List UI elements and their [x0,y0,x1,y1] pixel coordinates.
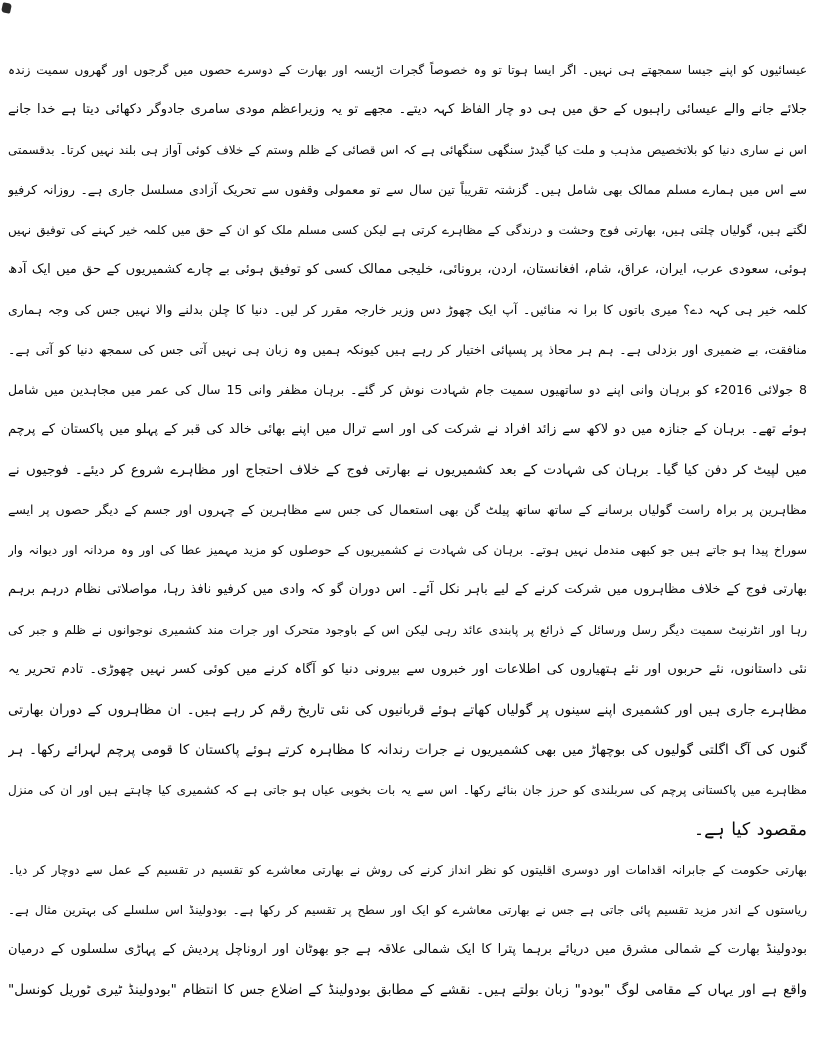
text-line: منافقت، بے ضمیری اور بزدلی ہے۔ ہم ہر محاذ پر پسپائی اختیار کر رہے ہیں کیونکہ ہمیں وہ زبان ہی نہیں آتی جس کی سمجھ دنیا کو آتی ہے۔ [8,342,807,357]
text-line: عیسائیوں کو اپنے جیسا سمجھتے ہی نہیں۔ اگر ایسا ہوتا تو وہ خصوصاً گجرات اڑیسہ اور بھارت کے دوسرے حصوں میں گرجوں اور گھروں سمیت زندہ [8,63,807,77]
text-line: مظاہرے جاری ہیں اور کشمیری اپنے سینوں پر گولیاں کھاتے ہوئے قربانیوں کی نئی تاریخ رقم کر رہے ہیں۔ ان مظاہروں کے دوران بھارتی [8,702,807,718]
text-line: 8 جولائی 2016ء کو برہان وانی اپنے دو ساتھیوں سمیت جام شہادت نوش کر گئے۔ برہان مظفر وانی 15 سال کی عمر میں مجاہدین میں شامل [8,382,807,397]
text-line: نئی داستانوں، نئے حربوں اور نئے ہتھیاروں کی اطلاعات اور خبروں سے بیرونی دنیا کو آگاہ کرنے میں کوئی کسر نہیں چھوڑی۔ تادم تحریر یہ [8,662,807,677]
text-line: سوراخ پیدا ہو جاتے ہیں جو کبھی مندمل نہیں ہوتے۔ برہان کی شہادت نے کشمیریوں کے حوصلوں کو مزید مہمیز عطا کی اور وہ مردانہ اور دیوانہ وار [8,543,807,557]
text-line: مظاہرین پر براہ راست گولیاں برسانے کے ساتھ ساتھ پیلٹ گن بھی استعمال کی جس سے مظاہرین کے چہروں اور جسم کے دیگر حصوں پر ایسے [8,502,807,517]
article-text-block [8,50,807,1010]
text-line: کلمہ خیر ہی کہہ دے؟ میری باتوں کا برا نہ منائیں۔ آپ ایک چھوڑ دس وزیر خارجہ مقرر کر لیں۔ دنیا کا چلن بدلنے والا نہیں جس کی وجہ ہماری [8,302,807,317]
text-line: ریاستوں کے اندر مزید تقسیم پائی جاتی ہے جس نے بھارتی معاشرے کو ایک اور سطح پر تقسیم کر رکھا ہے۔ بودولینڈ اس سلسلے کی بہترین مثال ہے۔ [8,903,807,917]
text-line: مقصود کیا ہے۔ [693,820,807,840]
text-line: واقع ہے اور یہاں کے مقامی لوگ "بودو" زبان بولتے ہیں۔ نقشے کے مطابق بودولینڈ کے اضلاع جس کا انتظام "بودولینڈ ٹیری ٹوریل کونسل" [8,982,807,998]
text-line: لگتے ہیں، گولیاں چلتی ہیں، بھارتی فوج وحشت و درندگی کے مظاہرے کرتی ہے لیکن کسی مسلم ملک کو ان کے حق میں کلمہ خیر کہنے کی توفیق نہیں [8,223,807,237]
text-line: گنوں کی آگ اگلتی گولیوں کی بوچھاڑ میں بھی کشمیریوں نے جرات رندانہ کا مظاہرہ کرتے ہوئے پاکستان کا قومی پرچم لہرائے رکھا۔ ہر [8,742,807,758]
text-line: میں لپیٹ کر دفن کیا گیا۔ برہان کی شہادت کے بعد کشمیریوں نے بھارتی فوج کے خلاف احتجاج اور مظاہرے شروع کر دیئے۔ فوجیوں نے [8,462,807,478]
text-line: مظاہرے میں پاکستانی پرچم کی سربلندی کو حرز جان بنائے رکھا۔ اس سے یہ بات بخوبی عیاں ہو جاتی ہے کہ کشمیری کیا چاہتے ہیں اور ان کی منزل [8,783,807,797]
corner-ink-mark [1,2,12,14]
text-line: بودولینڈ بھارت کے شمالی مشرق میں دریائے برہما پترا کا ایک شمالی علاقہ ہے جو بھوٹان اور اروناچل پردیش کے پہاڑی سلسلوں کے درمیان [8,942,807,957]
text-line: سے اس میں ہمارے مسلم ممالک بھی شامل ہیں۔ گزشتہ تقریباً تین سال سے تو معمولی وقفوں سے تحریک آزادی مسلسل جاری ہے۔ روزانہ کرفیو [8,182,807,197]
text-line: اس نے ساری دنیا کو بلاتخصیص مذہب و ملت کیا گیدڑ سنگھی سنگھائی ہے کہ اس قصائی کے ظلم وستم کے خلاف کوئی آواز ہی بلند نہیں کرتا۔ بدقسمتی [8,143,807,157]
text-line: بھارتی حکومت کے جابرانہ اقدامات اور دوسری اقلیتوں کو نظر انداز کرنے کی روش نے بھارتی معاشرے کو تقسیم در تقسیم کے عمل سے دوچار کر دیا۔ [8,863,807,877]
text-line: رہا اور انٹرنیٹ سمیت دیگر رسل ورسائل کے ذرائع پر پابندی عائد رہی لیکن اس کے باوجود متحرک اور جرات مند کشمیری نوجوانوں نے ظلم و جبر کی [8,623,807,637]
text-line: بھارتی فوج کے خلاف مظاہروں میں شرکت کرنے کے لیے باہر نکل آئے۔ اس دوران گو کہ وادی میں کرفیو نافذ رہا، مواصلاتی نظام درہم برہم [8,582,807,597]
text-line: جلائے جانے والے عیسائی راہبوں کے حق میں ہی دو چار الفاظ کہہ دیتے۔ مجھے تو یہ وزیراعظم مودی سامری جادوگر دکھائی دیتا ہے خدا جانے [8,102,807,117]
text-line: ہوئی، سعودی عرب، ایران، عراق، شام، افغانستان، اردن، برونائی، خلیجی ممالک کسی کو توفیق ہوئی بے چارے کشمیریوں کے حق میں ایک آدھ [8,262,807,277]
text-line: ہوئے تھے۔ برہان کے جنازہ میں دو لاکھ سے زائد افراد نے شرکت کی اور اسے ترال میں اپنے بھائی خالد کی قبر کے پہلو میں پاکستان کے پرچم [8,422,807,437]
